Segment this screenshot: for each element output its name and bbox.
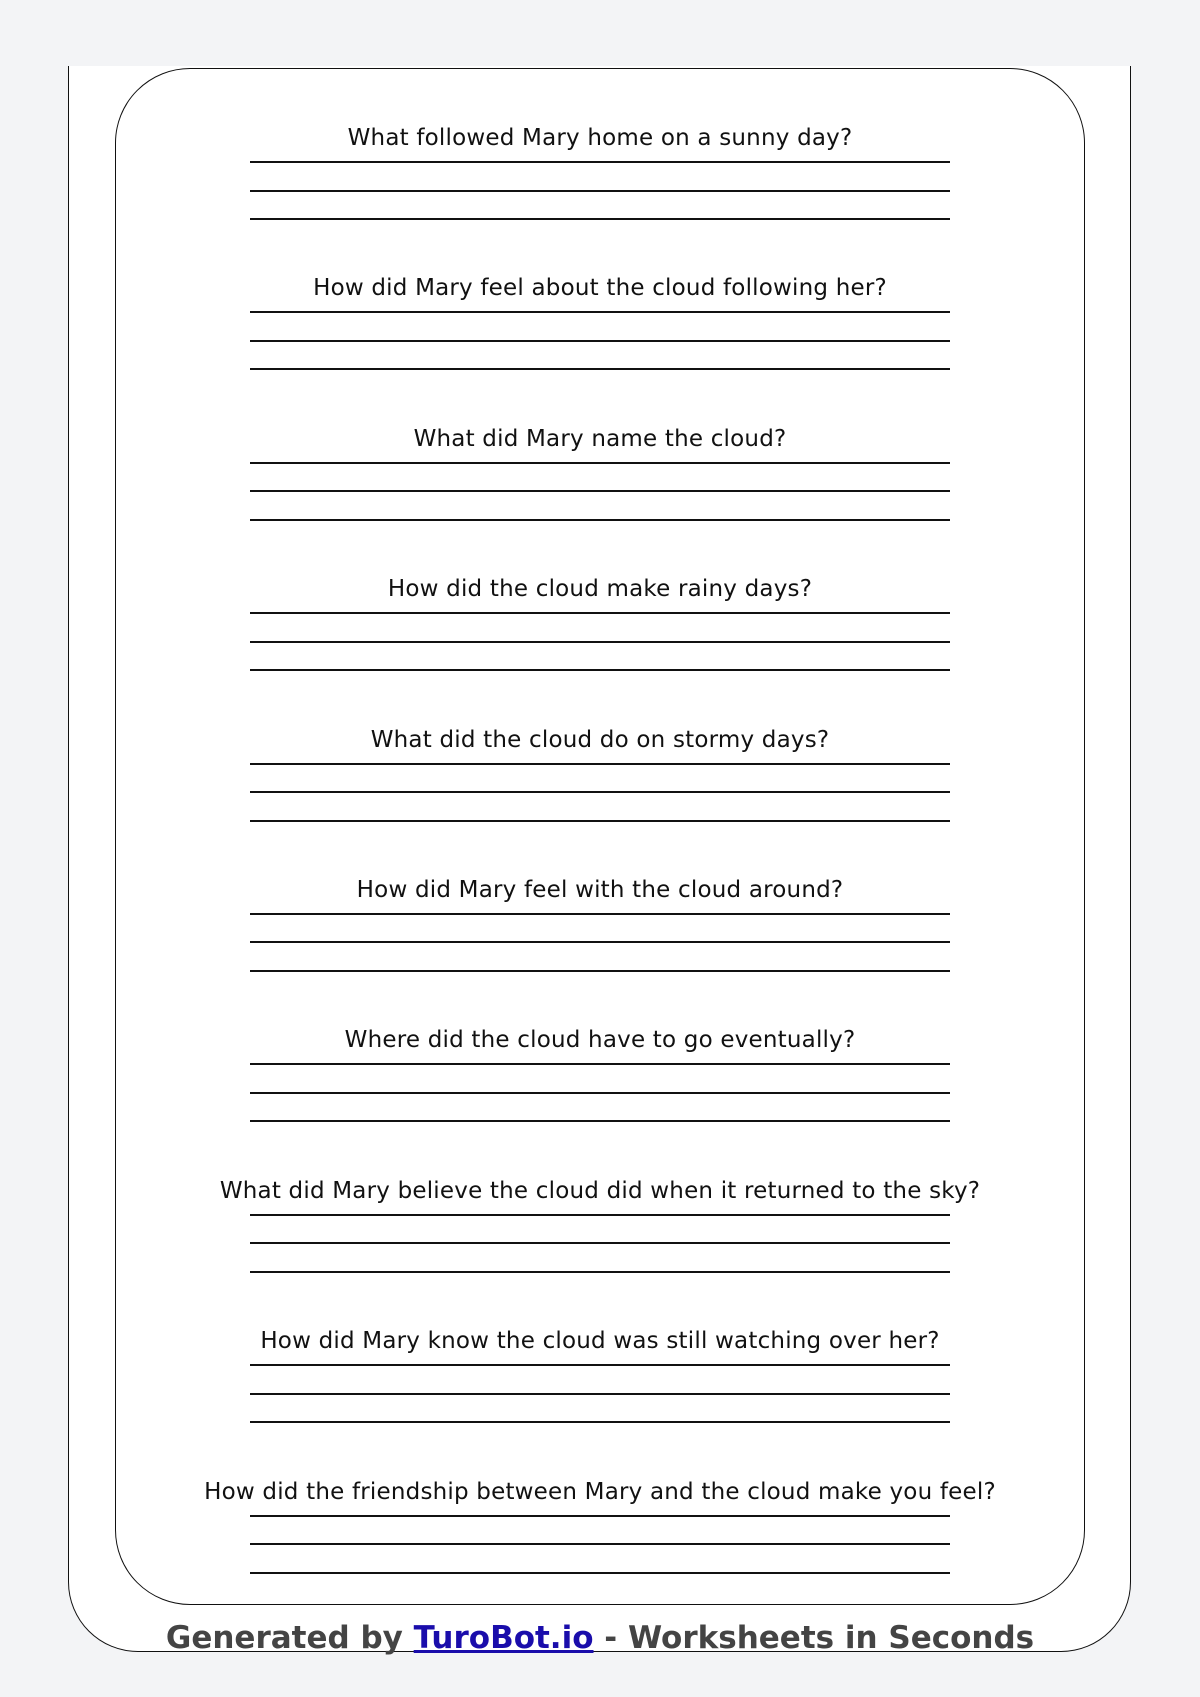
question-text: How did the friendship between Mary and the cloud make you feel? [204,1478,996,1505]
answer-line[interactable] [250,1515,950,1517]
turobot-link[interactable]: TuroBot.io [413,1620,594,1656]
answer-line[interactable] [250,1242,950,1244]
answer-lines [250,1205,950,1273]
question-text: How did Mary know the cloud was still watching over her? [260,1328,940,1355]
answer-lines [250,1355,950,1423]
question-item [116,726,1084,876]
answer-line[interactable] [250,669,950,671]
answer-line[interactable] [250,941,950,943]
answer-line[interactable] [250,311,950,313]
answer-line[interactable] [250,519,950,521]
question-item [116,124,1084,274]
answer-lines [250,302,950,370]
answer-line[interactable] [250,218,950,220]
question-text: How did Mary feel about the cloud following her? [313,275,887,302]
answer-line[interactable] [250,820,950,822]
question-text: Where did the cloud have to go eventually? [344,1027,856,1054]
question-text: What followed Mary home on a sunny day? [347,125,853,151]
question-item [116,1026,1084,1176]
answer-line[interactable] [250,1364,950,1366]
question-list [116,124,1084,1605]
question-item [116,876,1084,1026]
answer-line[interactable] [250,1092,950,1094]
question-text: What did the cloud do on stormy days? [370,726,830,753]
question-item [116,575,1084,725]
question-text: What did Mary believe the cloud did when it returned to the sky? [219,1177,981,1204]
answer-lines [250,603,950,671]
answer-line[interactable] [250,970,950,972]
answer-line[interactable] [250,791,950,793]
answer-line[interactable] [250,1214,950,1216]
question-text: How did the cloud make rainy days? [387,576,813,603]
question-text: What did Mary name the cloud? [413,425,787,452]
question-item [116,274,1084,424]
answer-line[interactable] [250,490,950,492]
answer-line[interactable] [250,1063,950,1065]
answer-line[interactable] [250,1271,950,1273]
answer-lines [250,754,950,822]
footer-suffix: - Worksheets in Seconds [593,1620,1035,1656]
answer-line[interactable] [250,161,950,163]
question-text: How did Mary feel with the cloud around? [356,876,844,903]
footer-credit [0,1618,1200,1658]
answer-line[interactable] [250,612,950,614]
answer-line[interactable] [250,913,950,915]
answer-line[interactable] [250,1572,950,1574]
answer-line[interactable] [250,1543,950,1545]
answer-lines [250,904,950,972]
answer-lines [250,1054,950,1122]
answer-line[interactable] [250,763,950,765]
answer-line[interactable] [250,462,950,464]
answer-line[interactable] [250,1393,950,1395]
answer-lines [250,453,950,521]
question-item [116,425,1084,575]
questions-panel [115,68,1085,1605]
answer-line[interactable] [250,641,950,643]
answer-lines [250,152,950,220]
footer-prefix: Generated by [165,1620,414,1656]
question-item [116,1177,1084,1327]
question-item [116,1327,1084,1477]
answer-line[interactable] [250,340,950,342]
answer-lines [250,1506,950,1574]
answer-line[interactable] [250,1421,950,1423]
answer-line[interactable] [250,1120,950,1122]
answer-line[interactable] [250,368,950,370]
answer-line[interactable] [250,190,950,192]
question-item [116,1478,1084,1605]
